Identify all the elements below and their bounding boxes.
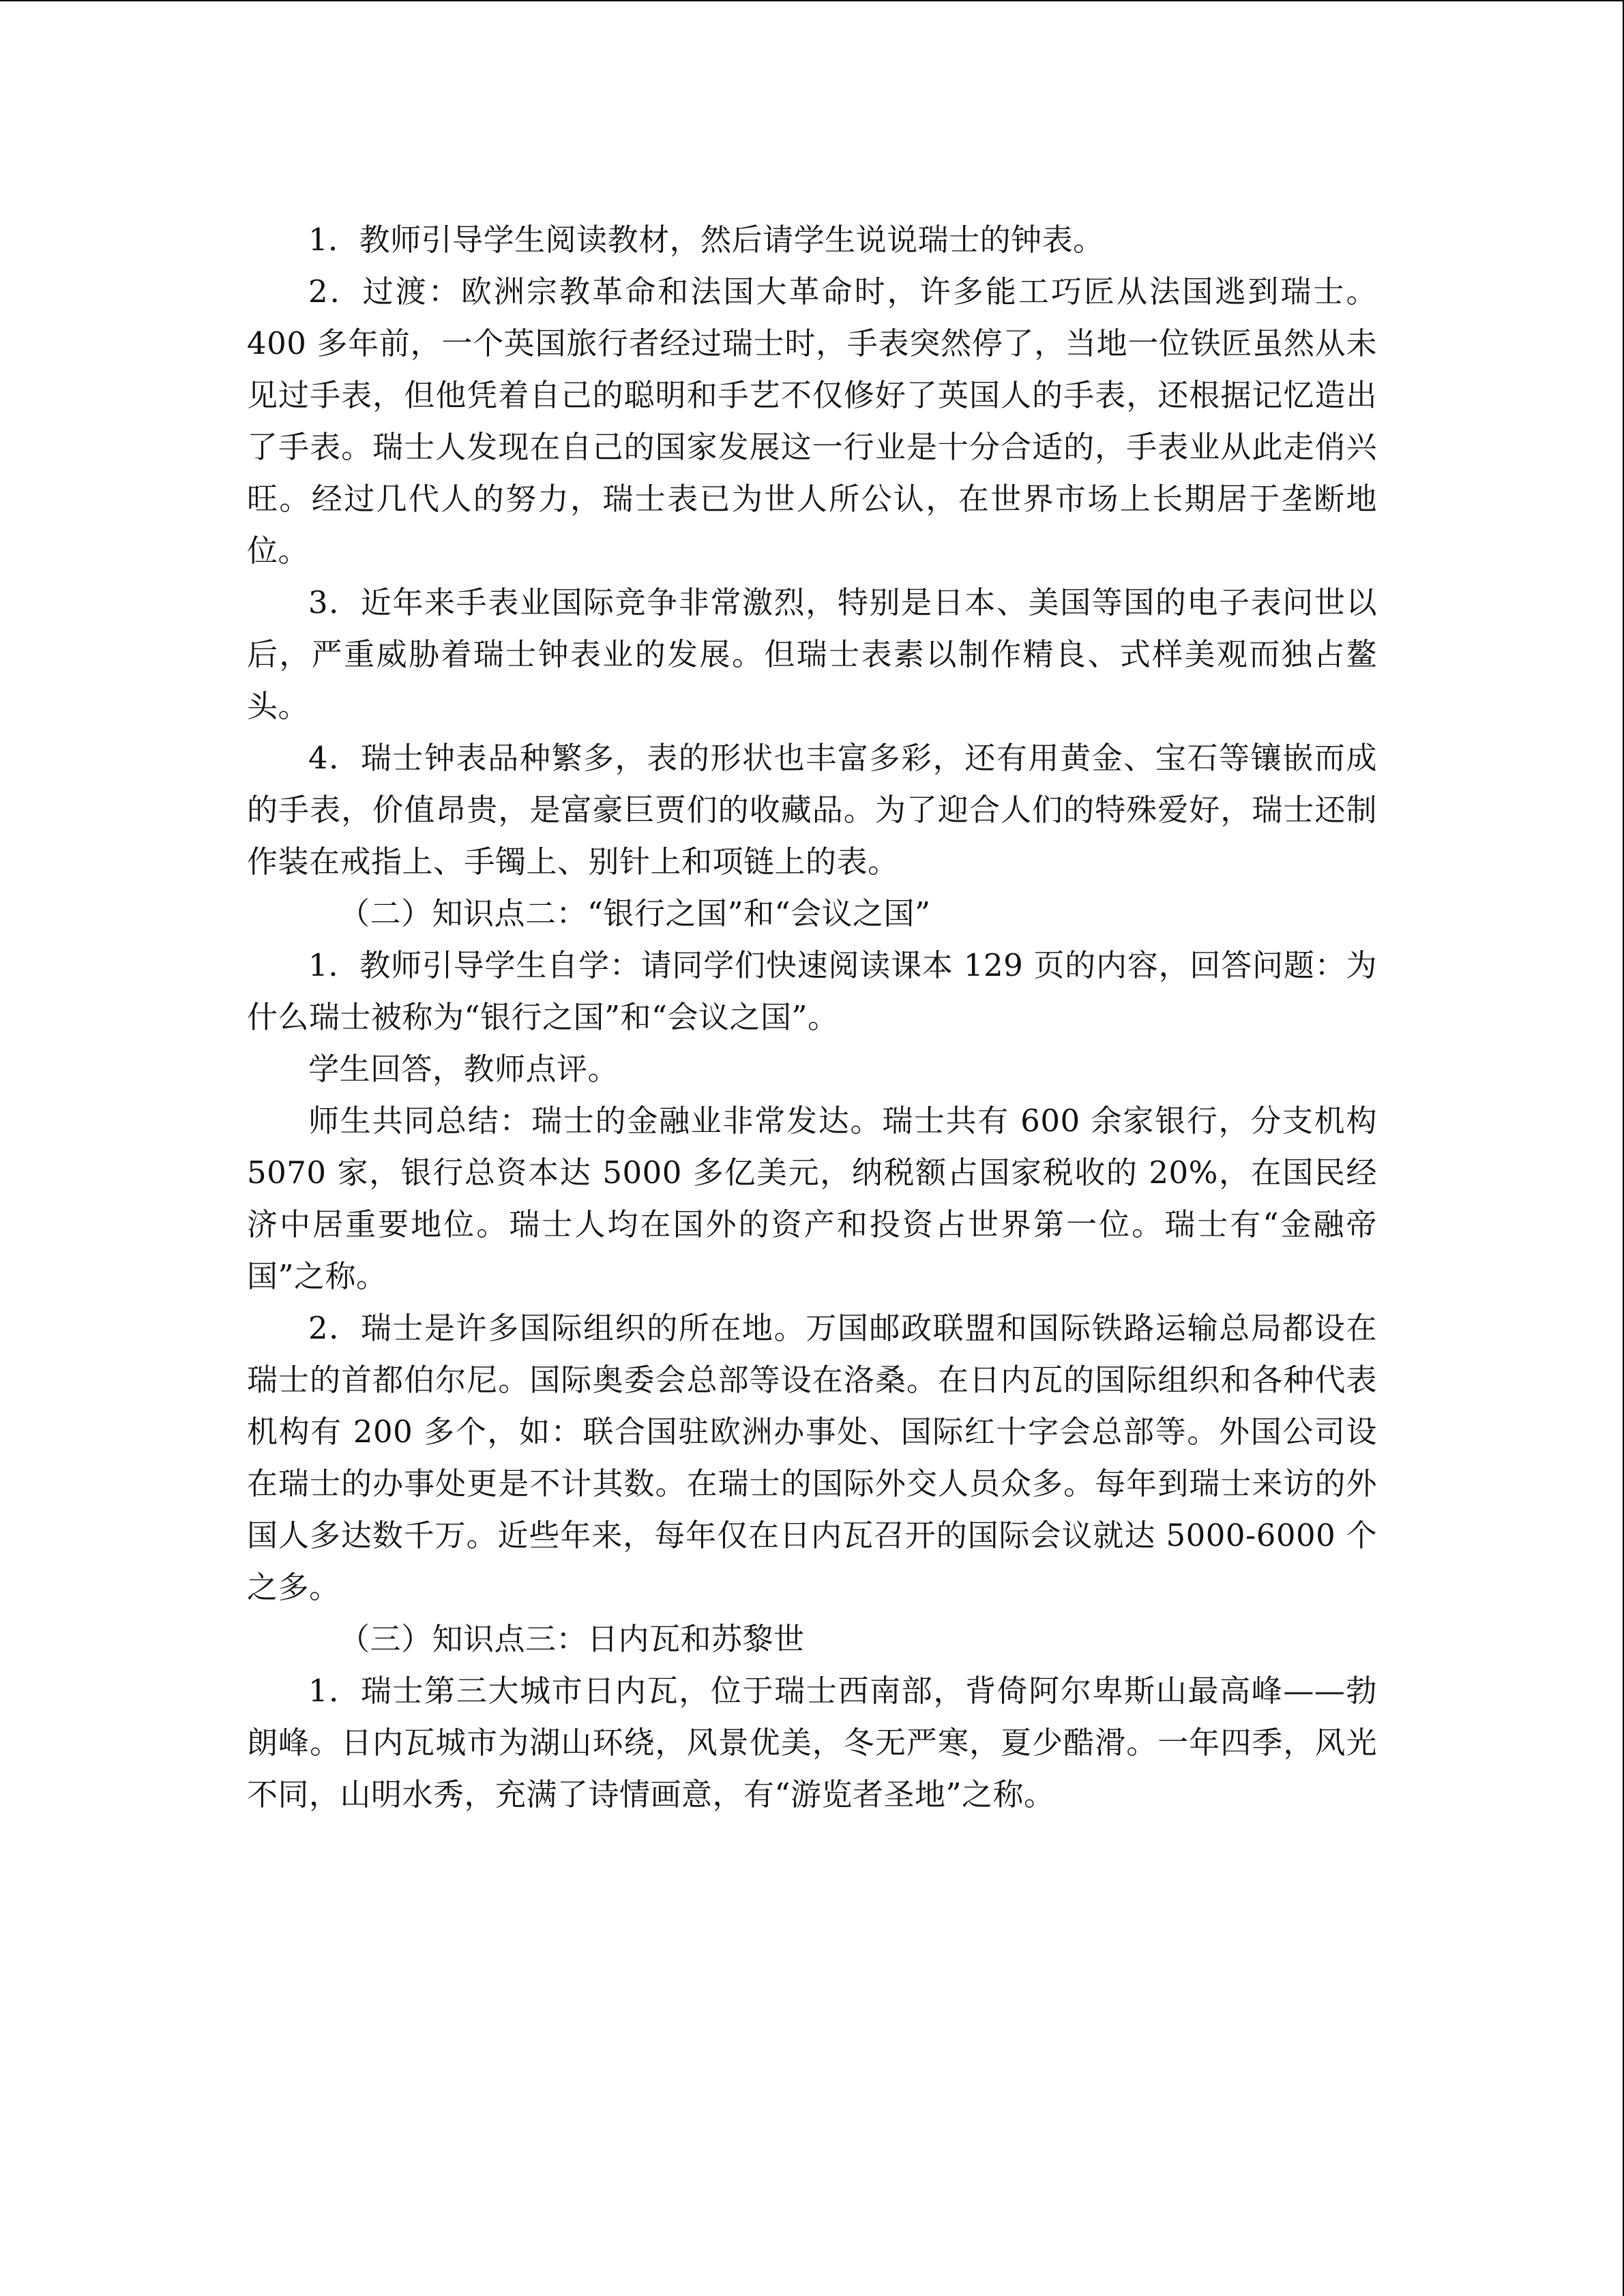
paragraph-1-2: 2．过渡：欧洲宗教革命和法国大革命时，许多能工巧匠从法国逃到瑞士。400 多年前，一个英国旅行者经过瑞士时，手表突然停了，当地一位铁匠虽然从未见过手表，但他凭着自己的聪明和手艺不仅修好了英国人的手表，还根据记忆造出了手表。瑞士人发现在自己的国家发展这一行业是十分合适的，手表业从此走俏兴旺。经过几代人的努力，瑞士表已为世人所公认，在世界市场上长期居于垄断地位。: [247, 273, 1377, 569]
paragraph-2-1: 1．教师引导学生自学：请同学们快速阅读课本 129 页的内容，回答问题：为什么瑞士被称为“银行之国”和“会议之国”。: [247, 947, 1377, 1035]
paragraph-2-answer: 学生回答，教师点评。: [308, 1051, 619, 1087]
paragraph-1-1: 1．教师引导学生阅读教材，然后请学生说说瑞士的钟表。: [308, 222, 1104, 258]
paragraph-1-3: 3．近年来手表业国际竞争非常激烈，特别是日本、美国等国的电子表问世以后，严重威胁着瑞士钟表业的发展。但瑞士表素以制作精良、式样美观而独占鳌头。: [247, 584, 1377, 724]
section-heading-3: （三）知识点三：日内瓦和苏黎世: [339, 1621, 805, 1657]
paragraph-3-1: 1．瑞士第三大城市日内瓦，位于瑞士西南部，背倚阿尔卑斯山最高峰——勃朗峰。日内瓦城市为湖山环绕，风景优美，冬无严寒，夏少酷滑。一年四季，风光不同，山明水秀，充满了诗情画意，有“游览者圣地”之称。: [247, 1673, 1377, 1813]
paragraph-2-2: 2．瑞士是许多国际组织的所在地。万国邮政联盟和国际铁路运输总局都设在瑞士的首都伯尔尼。国际奥委会总部等设在洛桑。在日内瓦的国际组织和各种代表机构有 200 多个，如：联合国驻欧洲办事处、国际红十字会总部等。外国公司设在瑞士的办事处更是不计其数。在瑞士的国际外交人员众多。每年到瑞士来访的外国人多达数千万。近些年来，每年仅在日内瓦召开的国际会议就达 5000-6000 个之多。: [247, 1310, 1377, 1605]
document-body: [247, 214, 1377, 1821]
paragraph-2-summary: 师生共同总结：瑞士的金融业非常发达。瑞士共有 600 余家银行，分支机构 5070 家，银行总资本达 5000 多亿美元，纳税额占国家税收的 20%，在国民经济中居重要地位。瑞士人均在国外的资产和投资占世界第一位。瑞士有“金融帝国”之称。: [247, 1103, 1377, 1294]
section-heading-2: （二）知识点二：“银行之国”和“会议之国”: [339, 895, 931, 931]
paragraph-1-4: 4．瑞士钟表品种繁多，表的形状也丰富多彩，还有用黄金、宝石等镶嵌而成的手表，价值昂贵，是富豪巨贾们的收藏品。为了迎合人们的特殊爱好，瑞士还制作装在戒指上、手镯上、别针上和项链上的表。: [247, 740, 1377, 880]
